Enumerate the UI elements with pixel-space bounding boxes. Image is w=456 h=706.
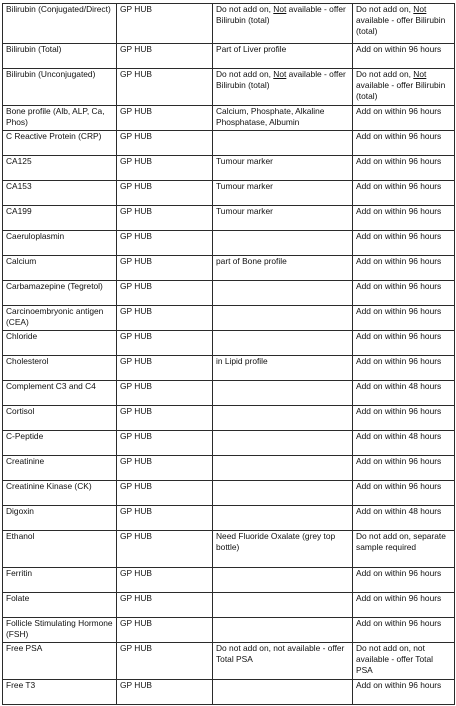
test-name-cell [3,618,117,643]
notes-cell [213,406,353,431]
table-row [3,44,455,69]
table-row [3,206,455,231]
cell-text: Add on within 96 hours [356,356,442,366]
notes-cell [213,381,353,406]
add-on-cell [353,106,455,131]
table-row [3,481,455,506]
cell-text: GP HUB [120,44,152,54]
location-cell [117,456,213,481]
test-name-cell [3,381,117,406]
add-on-cell [353,331,455,356]
cell-text: Ethanol [6,531,35,541]
add-on-cell [353,680,455,705]
add-on-cell [353,256,455,281]
table-row [3,4,455,44]
underlined-text: Not [413,4,427,14]
underlined-text: Not [273,69,287,79]
table-row [3,231,455,256]
table-row [3,106,455,131]
location-cell [117,331,213,356]
cell-text: Digoxin [6,506,34,516]
table-row [3,356,455,381]
table-row [3,406,455,431]
cell-text: Carbamazepine (Tegretol) [6,281,103,291]
location-cell [117,406,213,431]
test-name-cell [3,680,117,705]
cell-text: GP HUB [120,381,152,391]
cell-text: CA199 [6,206,32,216]
cell-text: GP HUB [120,618,152,628]
add-on-cell [353,69,455,106]
test-name-cell [3,181,117,206]
notes-cell [213,456,353,481]
notes-cell [213,156,353,181]
location-cell [117,181,213,206]
table-row [3,131,455,156]
table-row [3,69,455,106]
add-on-cell [353,381,455,406]
table-row [3,618,455,643]
notes-cell [213,306,353,331]
notes-cell [213,593,353,618]
cell-text: Add on within 96 hours [356,331,442,341]
add-on-cell [353,618,455,643]
cell-text: GP HUB [120,106,152,116]
cell-text: Add on within 96 hours [356,156,442,166]
location-cell [117,593,213,618]
cell-text: Add on within 96 hours [356,680,442,690]
table-row [3,531,455,568]
cell-text: Folate [6,593,30,603]
table-row [3,156,455,181]
cell-text: Cortisol [6,406,35,416]
location-cell [117,256,213,281]
notes-cell [213,506,353,531]
cell-text: Calcium, Phosphate, Alkaline Phosphatase, Albumin [216,106,325,128]
location-cell [117,680,213,705]
cell-text: GP HUB [120,4,152,14]
cell-text: Bone profile (Alb, ALP, Ca, Phos) [6,106,105,128]
cell-text: GP HUB [120,531,152,541]
test-name-cell [3,206,117,231]
notes-cell [213,643,353,680]
notes-cell [213,618,353,643]
cell-text: Part of Liver profile [216,44,287,54]
cell-text: Add on within 48 hours [356,431,442,441]
cell-text: Follicle Stimulating Hormone (FSH) [6,618,113,640]
location-cell [117,231,213,256]
location-cell [117,131,213,156]
notes-cell [213,206,353,231]
table-row [3,431,455,456]
cell-text: GP HUB [120,281,152,291]
add-on-cell [353,456,455,481]
table-row [3,181,455,206]
add-on-cell [353,44,455,69]
add-on-cell [353,568,455,593]
test-name-cell [3,281,117,306]
cell-text: Add on within 96 hours [356,618,442,628]
add-on-cell [353,131,455,156]
test-name-cell [3,456,117,481]
cell-text: Add on within 96 hours [356,568,442,578]
notes-cell [213,356,353,381]
cell-text: Add on within 48 hours [356,506,442,516]
cell-text: GP HUB [120,256,152,266]
test-name-cell [3,231,117,256]
table-row [3,256,455,281]
location-cell [117,206,213,231]
cell-text: Need Fluoride Oxalate (grey top bottle) [216,531,336,553]
cell-text: CA125 [6,156,32,166]
notes-cell [213,281,353,306]
test-name-cell [3,131,117,156]
notes-cell [213,331,353,356]
cell-text: GP HUB [120,481,152,491]
cell-text: Add on within 96 hours [356,456,442,466]
add-on-cell [353,231,455,256]
test-name-cell [3,406,117,431]
cell-text: Do not add on, [216,4,274,14]
cell-text: available - offer Bilirubin (total) [216,4,346,26]
add-on-cell [353,406,455,431]
cell-text: Tumour marker [216,206,273,216]
notes-cell [213,256,353,281]
cell-text: Add on within 96 hours [356,181,442,191]
table-row [3,680,455,705]
cell-text: GP HUB [120,206,152,216]
cell-text: GP HUB [120,456,152,466]
location-cell [117,568,213,593]
cell-text: available - offer Bilirubin (total) [356,80,446,102]
test-name-cell [3,593,117,618]
cell-text: Do not add on, [356,4,414,14]
notes-cell [213,431,353,456]
location-cell [117,506,213,531]
cell-text: Do not add on, [216,69,274,79]
cell-text: Add on within 96 hours [356,406,442,416]
cell-text: GP HUB [120,406,152,416]
table-row [3,281,455,306]
location-cell [117,44,213,69]
cell-text: Add on within 96 hours [356,256,442,266]
cell-text: GP HUB [120,231,152,241]
notes-cell [213,181,353,206]
add-on-cell [353,181,455,206]
notes-cell [213,106,353,131]
cell-text: Caeruloplasmin [6,231,65,241]
cell-text: Add on within 96 hours [356,206,442,216]
cell-text: Do not add on, not available - offer Total PSA [216,643,345,665]
cell-text: Add on within 96 hours [356,131,442,141]
test-name-cell [3,356,117,381]
cell-text: available - offer Bilirubin (total) [356,15,446,37]
cell-text: C Reactive Protein (CRP) [6,131,102,141]
cell-text: Add on within 48 hours [356,381,442,391]
add-on-cell [353,206,455,231]
cell-text: GP HUB [120,568,152,578]
cell-text: GP HUB [120,680,152,690]
test-name-cell [3,256,117,281]
cell-text: GP HUB [120,643,152,653]
cell-text: Add on within 96 hours [356,481,442,491]
test-name-cell [3,69,117,106]
cell-text: Ferritin [6,568,33,578]
add-on-cell [353,593,455,618]
cell-text: Add on within 96 hours [356,44,442,54]
add-on-cell [353,643,455,680]
table-row [3,593,455,618]
cell-text: GP HUB [120,356,152,366]
location-cell [117,618,213,643]
cell-text: Bilirubin (Unconjugated) [6,69,96,79]
add-on-cell [353,156,455,181]
cell-text: Creatinine Kinase (CK) [6,481,92,491]
location-cell [117,106,213,131]
table-row [3,506,455,531]
notes-cell [213,131,353,156]
location-cell [117,381,213,406]
cell-text: GP HUB [120,593,152,603]
cell-text: GP HUB [120,156,152,166]
table-row [3,456,455,481]
cell-text: Add on within 96 hours [356,593,442,603]
notes-cell [213,568,353,593]
table-row [3,306,455,331]
cell-text: GP HUB [120,306,152,316]
table-row [3,381,455,406]
location-cell [117,531,213,568]
cell-text: GP HUB [120,131,152,141]
underlined-text: Not [413,69,427,79]
notes-cell [213,4,353,44]
table-row [3,331,455,356]
cell-text: Add on within 96 hours [356,106,442,116]
add-on-cell [353,4,455,44]
notes-cell [213,44,353,69]
notes-cell [213,531,353,568]
table-row [3,643,455,680]
notes-cell [213,680,353,705]
test-table-body [3,4,455,705]
cell-text: GP HUB [120,69,152,79]
test-name-cell [3,568,117,593]
test-name-cell [3,156,117,181]
location-cell [117,431,213,456]
cell-text: Bilirubin (Total) [6,44,62,54]
add-on-cell [353,431,455,456]
test-name-cell [3,106,117,131]
cell-text: Do not add on, not available - offer Total PSA [356,643,433,676]
cell-text: CA153 [6,181,32,191]
cell-text: GP HUB [120,331,152,341]
add-on-cell [353,281,455,306]
cell-text: Add on within 96 hours [356,281,442,291]
location-cell [117,306,213,331]
location-cell [117,281,213,306]
test-name-cell [3,481,117,506]
cell-text: Do not add on, separate sample required [356,531,446,553]
test-table [2,3,455,705]
add-on-cell [353,506,455,531]
cell-text: Free PSA [6,643,43,653]
cell-text: Creatinine [6,456,45,466]
location-cell [117,4,213,44]
test-name-cell [3,44,117,69]
cell-text: Cholesterol [6,356,49,366]
notes-cell [213,231,353,256]
cell-text: Add on within 96 hours [356,306,442,316]
location-cell [117,643,213,680]
cell-text: Do not add on, [356,69,414,79]
cell-text: Calcium [6,256,37,266]
add-on-cell [353,306,455,331]
cell-text: Tumour marker [216,156,273,166]
test-name-cell [3,643,117,680]
cell-text: Free T3 [6,680,36,690]
test-name-cell [3,306,117,331]
add-on-cell [353,356,455,381]
cell-text: GP HUB [120,181,152,191]
cell-text: in Lipid profile [216,356,268,366]
cell-text: Complement C3 and C4 [6,381,96,391]
cell-text: GP HUB [120,431,152,441]
cell-text: Tumour marker [216,181,273,191]
cell-text: Bilirubin (Conjugated/Direct) [6,4,111,14]
cell-text: Add on within 96 hours [356,231,442,241]
cell-text: Chloride [6,331,38,341]
cell-text: part of Bone profile [216,256,287,266]
location-cell [117,481,213,506]
underlined-text: Not [273,4,287,14]
test-name-cell [3,331,117,356]
add-on-cell [353,481,455,506]
cell-text: Carcinoembryonic antigen (CEA) [6,306,104,328]
cell-text: available - offer Bilirubin (total) [216,69,346,91]
notes-cell [213,481,353,506]
add-on-cell [353,531,455,568]
test-name-cell [3,431,117,456]
location-cell [117,69,213,106]
test-name-cell [3,531,117,568]
location-cell [117,156,213,181]
test-name-cell [3,4,117,44]
cell-text: C-Peptide [6,431,44,441]
location-cell [117,356,213,381]
table-row [3,568,455,593]
cell-text: GP HUB [120,506,152,516]
notes-cell [213,69,353,106]
test-name-cell [3,506,117,531]
